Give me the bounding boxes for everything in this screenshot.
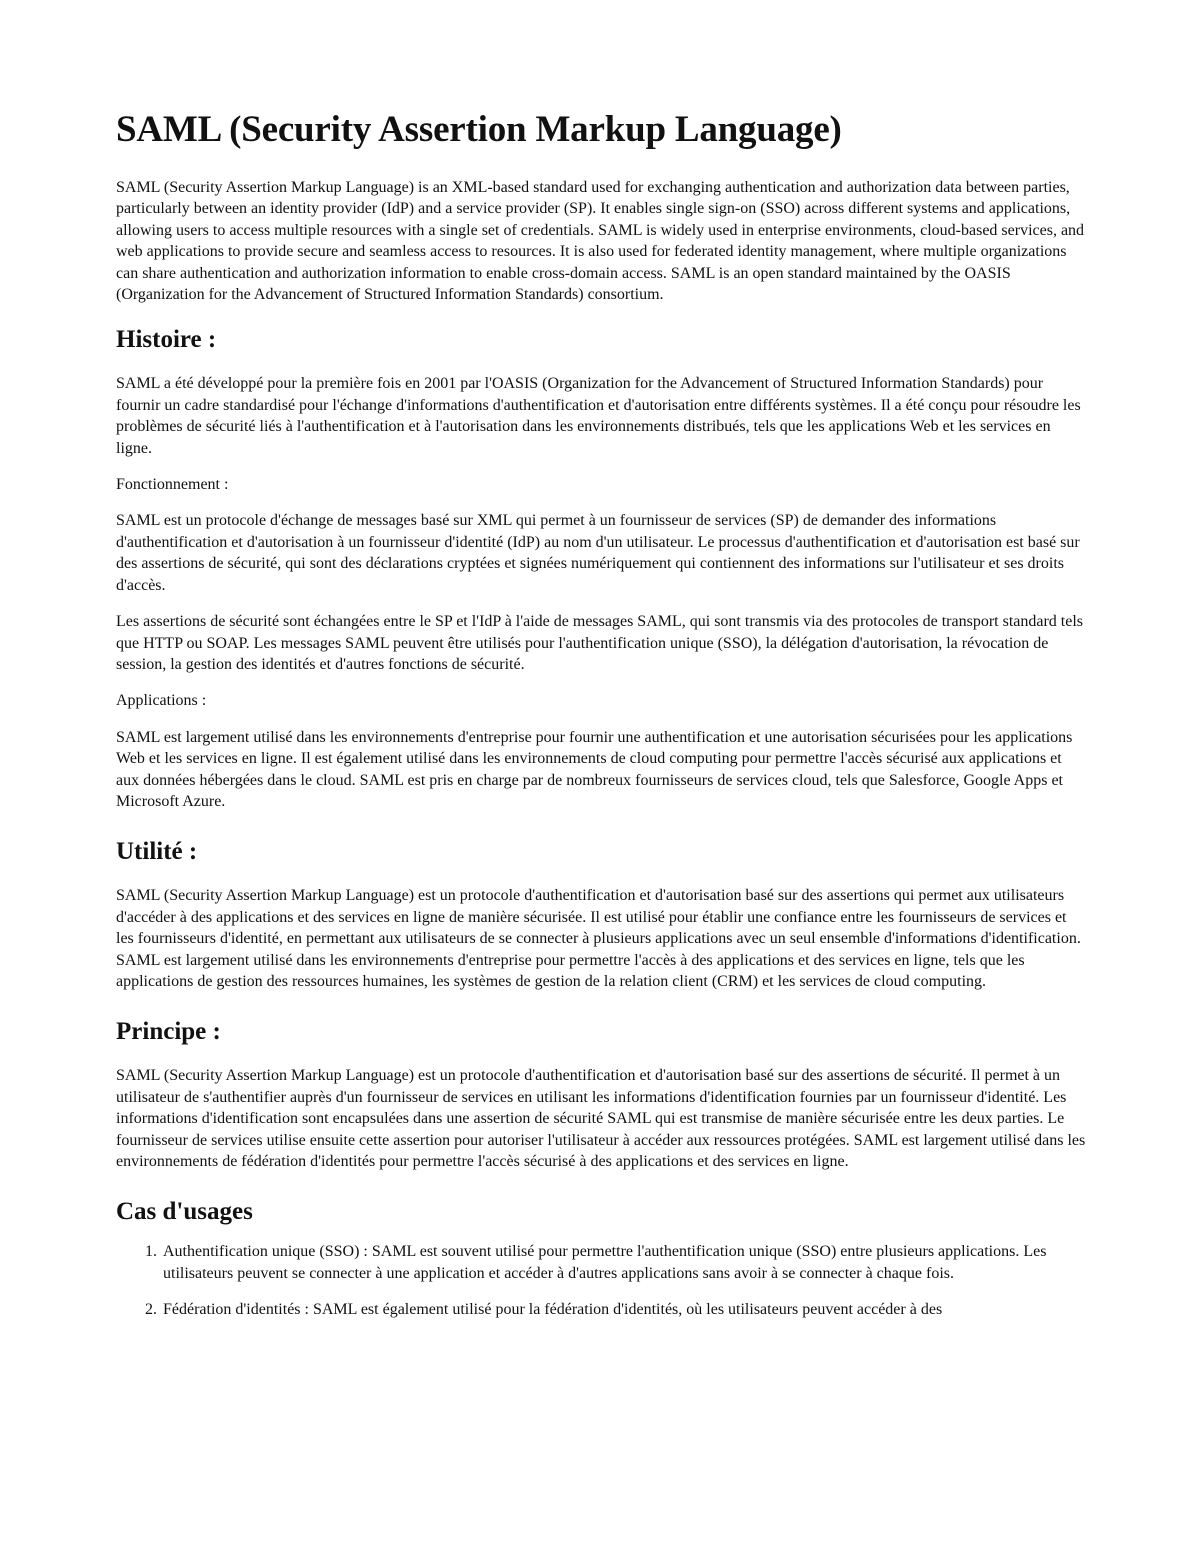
section-heading-principe: Principe : (116, 1018, 221, 1046)
fonctionnement-paragraph-1: SAML est un protocole d'échange de messages basé sur XML qui permet à un fournisseur de services (SP) de demander des informations d'authentification et d'autorisation à un fournisseur d'identité (IdP) au nom d'un utilisateur. Le processus d'authentification et d'autorisation est basé sur des assertions de sécurité, qui sont des déclarations cryptées et signées numériquement qui contiennent des informations sur l'utilisateur et ses droits d'accès. (116, 512, 1080, 594)
section-heading-cas-usages: Cas d'usages (116, 1198, 253, 1226)
use-cases-list (116, 1241, 1086, 1320)
page-title: SAML (Security Assertion Markup Language) (116, 109, 842, 150)
applications-paragraph: SAML est largement utilisé dans les environnements d'entreprise pour fournir une authentification et une autorisation sécurisées pour les applications Web et les services en ligne. Il est également utilisé dans les environnements de cloud computing pour permettre l'accès sécurisé aux applications et aux données hébergées dans le cloud. SAML est pris en charge par de nombreux fournisseurs de services cloud, tels que Salesforce, Google Apps et Microsoft Azure. (116, 728, 1073, 810)
intro-paragraph: SAML (Security Assertion Markup Language) is an XML-based standard used for exchanging authentication and authorization data between parties, particularly between an identity provider (IdP) and a service provider (SP). It enables single sign-on (SSO) across different systems and applications, allowing users to access multiple resources with a single set of credentials. SAML is widely used in enterprise environments, cloud-based services, and web applications to provide secure and seamless access to resources. It is also used for federated identity management, where multiple organizations can share authentication and authorization information to enable cross-domain access. SAML is an open standard maintained by the OASIS (Organization for the Advancement of Structured Information Standards) consortium. (116, 179, 1085, 304)
principe-paragraph: SAML (Security Assertion Markup Language) est un protocole d'authentification et d'autorisation basé sur des assertions de sécurité. Il permet à un utilisateur de s'authentifier auprès d'un fournisseur de services en utilisant les informations d'identification fournies par un fournisseur d'identité. Les informations d'identification sont encapsulées dans une assertion de sécurité SAML qui est transmise de manière sécurisée entre les deux parties. Le fournisseur de services utilise ensuite cette assertion pour autoriser l'utilisateur à accéder aux ressources protégées. SAML est largement utilisé dans les environnements de fédération d'identités pour permettre l'accès sécurisé à des applications et des services en ligne. (116, 1067, 1086, 1170)
section-heading-utilite: Utilité : (116, 838, 198, 866)
histoire-paragraph: SAML a été développé pour la première fois en 2001 par l'OASIS (Organization for the Advancement of Structured Information Standards) pour fournir un cadre standardisé pour l'échange d'informations d'authentification et d'autorisation entre différents systèmes. Il a été conçu pour résoudre les problèmes de sécurité liés à l'authentification et à l'autorisation dans les environnements distribués, tels que les applications Web et les services en ligne. (116, 375, 1081, 457)
document-page (116, 100, 1086, 1336)
utilite-paragraph: SAML (Security Assertion Markup Language) est un protocole d'authentification et d'autorisation basé sur des assertions qui permet aux utilisateurs d'accéder à des applications et des services en ligne de manière sécurisée. Il est utilisé pour établir une confiance entre les fournisseurs de services et les fournisseurs d'identité, en permettant aux utilisateurs de se connecter à plusieurs applications avec un seul ensemble d'informations d'identification. SAML est largement utilisé dans les environnements d'entreprise pour permettre l'accès à des applications et des services en ligne, tels que les applications de gestion des ressources humaines, les systèmes de gestion de la relation client (CRM) et les services de cloud computing. (116, 887, 1081, 990)
applications-label: Applications : (116, 692, 207, 710)
list-item: 1. Authentification unique (SSO) : SAML est souvent utilisé pour permettre l'authentification unique (SSO) entre plusieurs applications. Les utilisateurs peuvent se connecter à une application et accéder à d'autres applications sans avoir à se connecter à chaque fois. (161, 1241, 1086, 1284)
fonctionnement-paragraph-2: Les assertions de sécurité sont échangées entre le SP et l'IdP à l'aide de messages SAML, qui sont transmis via des protocoles de transport standard tels que HTTP ou SOAP. Les messages SAML peuvent être utilisés pour l'authentification unique (SSO), la délégation d'autorisation, la révocation de session, la gestion des identités et d'autres fonctions de sécurité. (116, 613, 1084, 673)
fonctionnement-label: Fonctionnement : (116, 476, 229, 494)
list-item: 2. Fédération d'identités : SAML est également utilisé pour la fédération d'identités, où les utilisateurs peuvent accéder à des (161, 1299, 1086, 1320)
section-heading-histoire: Histoire : (116, 326, 217, 354)
